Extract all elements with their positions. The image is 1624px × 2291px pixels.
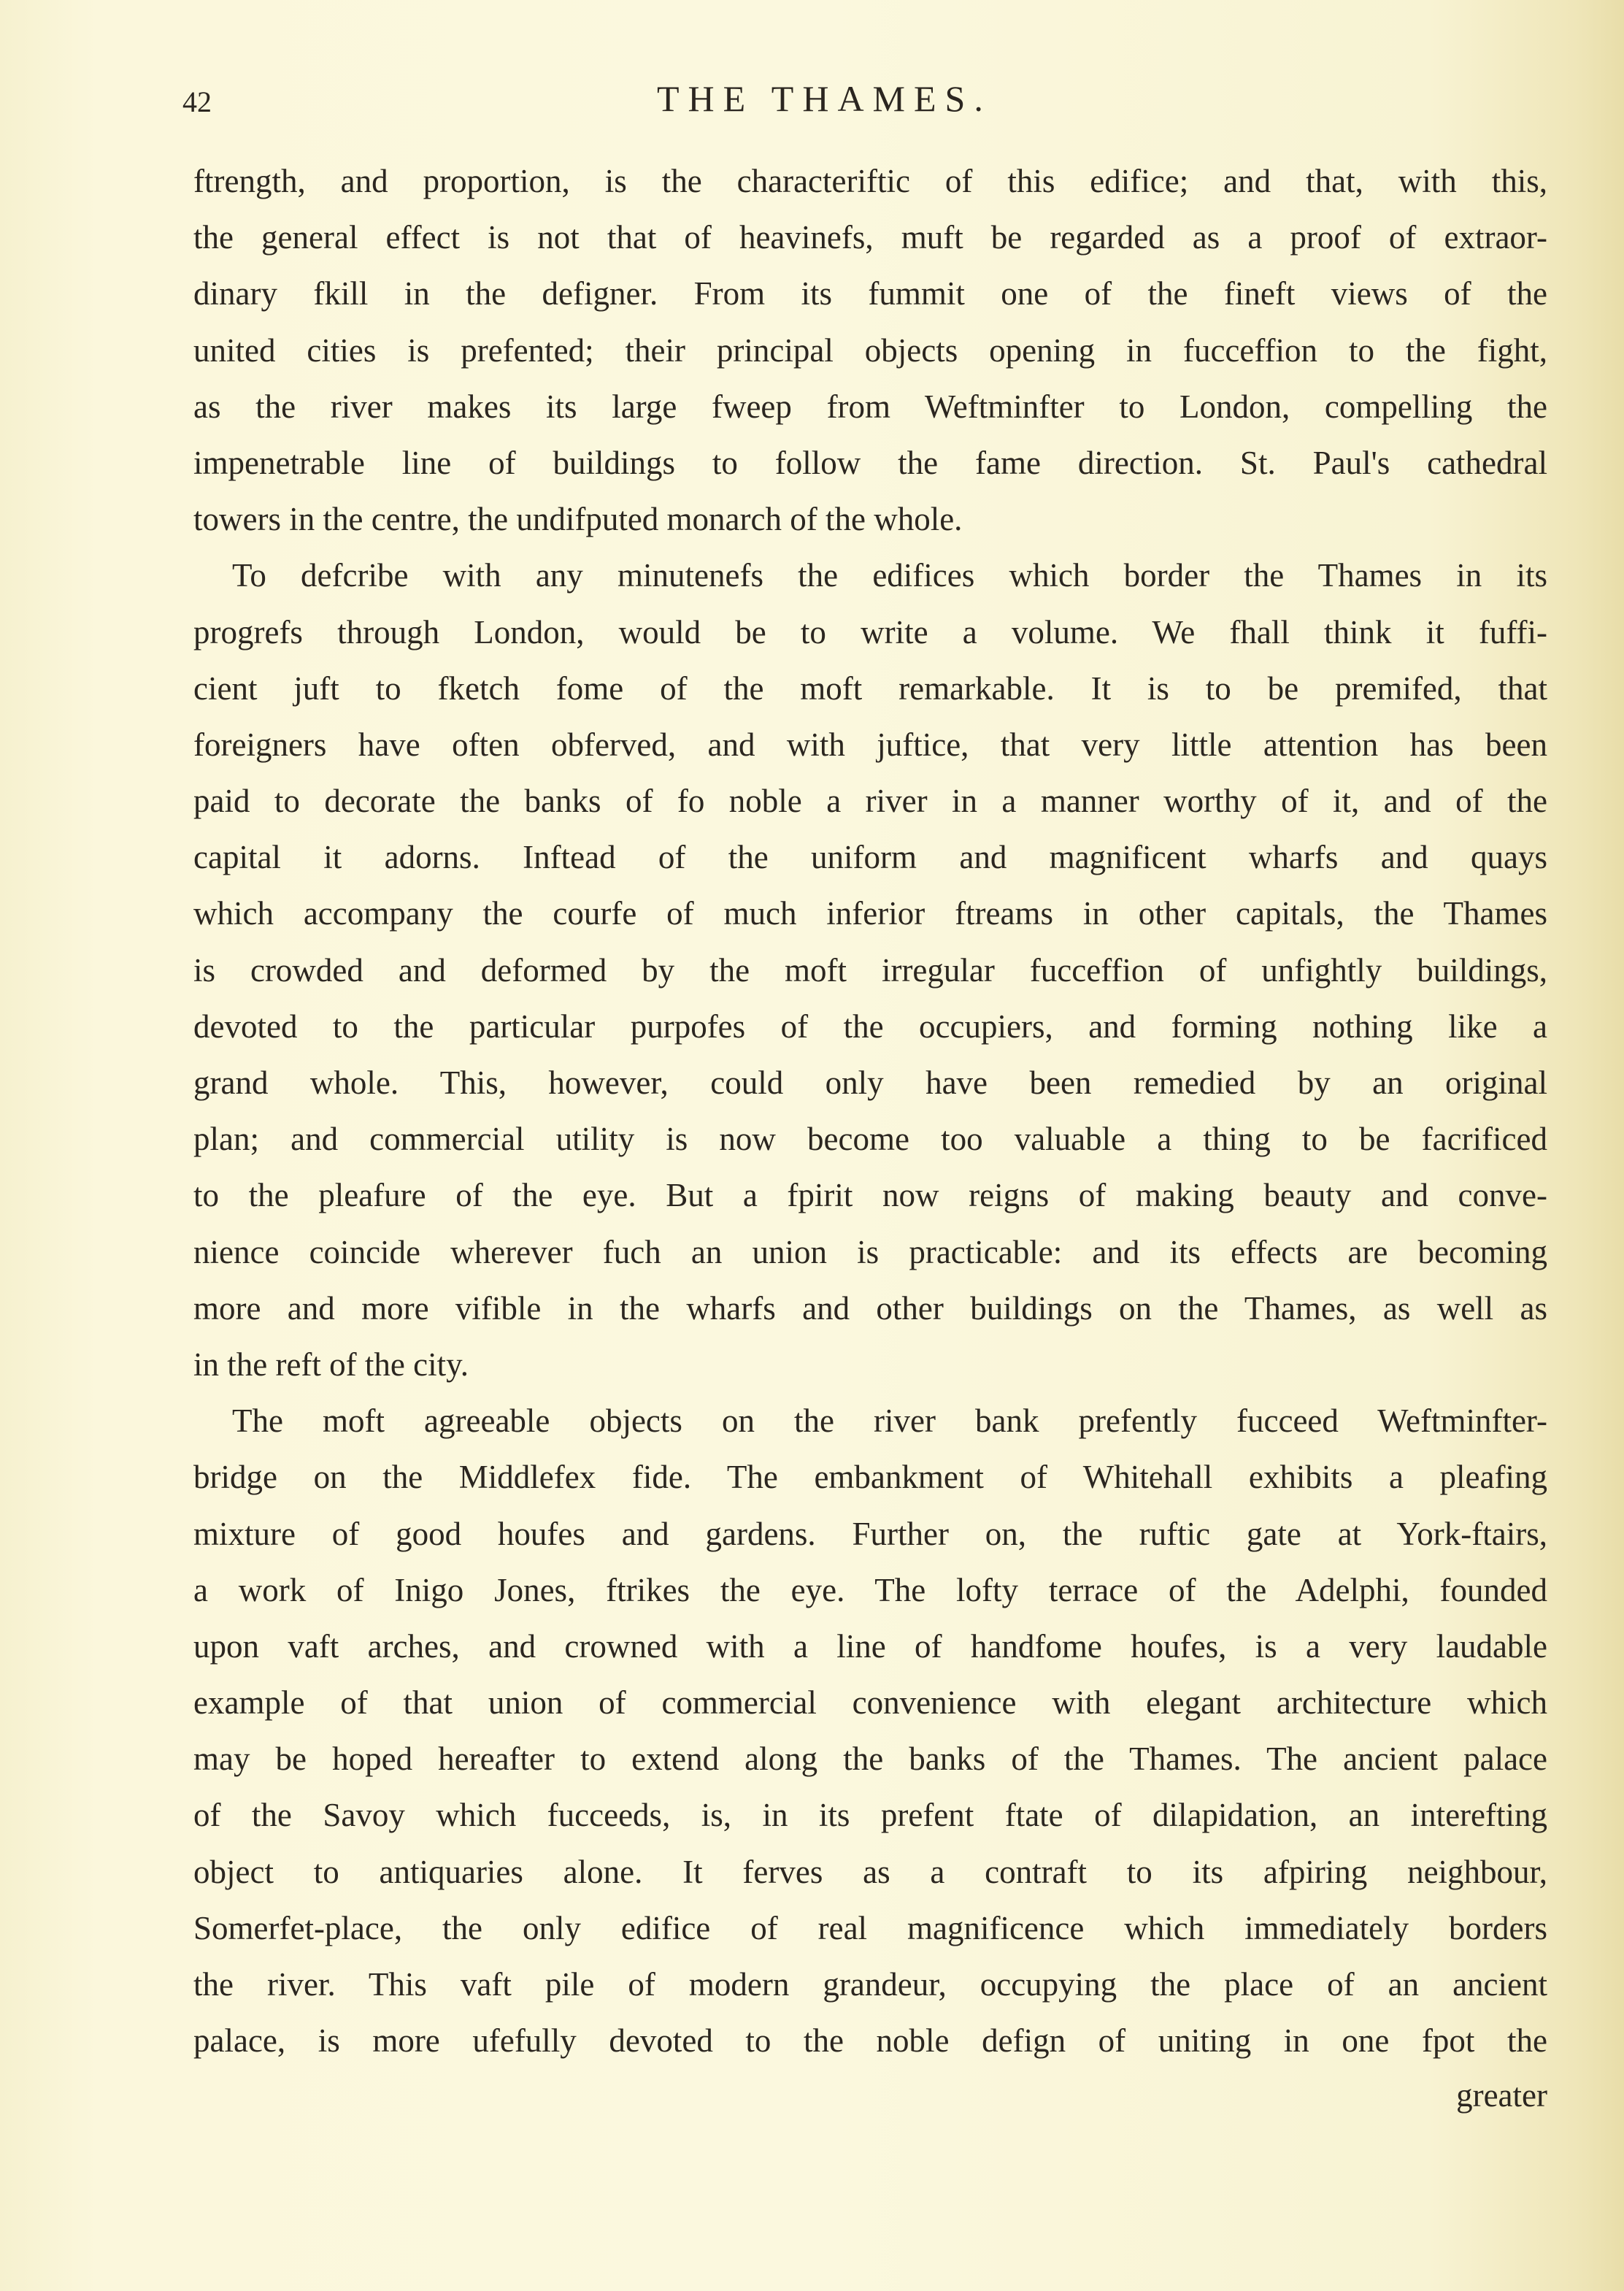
text-line: ftrength, and proportion, is the characteriftic of this edifice; and that, with this, xyxy=(193,163,1547,199)
text-line: united cities is prefented; their principal objects opening in fucceffion to the fight, xyxy=(193,331,1547,369)
running-head xyxy=(0,73,1624,124)
text-line: nience coincide wherever fuch an union is practicable: and its effects are becoming xyxy=(193,1233,1547,1270)
text-line: palace, is more ufefully devoted to the noble defign of uniting in one fpot the xyxy=(193,2022,1547,2060)
text-line: the river. This vaft pile of modern grandeur, occupying the place of an ancient xyxy=(193,1966,1547,2003)
text-line: devoted to the particular purpofes of the occupiers, and forming nothing like a xyxy=(193,1008,1547,1045)
text-line: in the reft of the city. xyxy=(193,1346,469,1383)
text-line: as the river makes its large fweep from Weftminfter to London, compelling the xyxy=(193,388,1547,425)
text-line: capital it adorns. Inftead of the uniform and magnificent wharfs and quays xyxy=(193,839,1547,876)
text-line: more and more vifible in the wharfs and other buildings on the Thames, as well as xyxy=(193,1289,1547,1327)
page-number: 42 xyxy=(182,85,212,118)
catchword: greater xyxy=(1456,2077,1547,2114)
text-line: which accompany the courfe of much inferior ftreams in other capitals, the Thames xyxy=(193,895,1547,932)
text-line: cient juft to fketch fome of the moft remarkable. It is to be premifed, that xyxy=(193,669,1547,707)
running-title: THE THAMES. xyxy=(657,78,992,119)
text-line: progrefs through London, would be to write a volume. We fhall think it fuffi- xyxy=(193,613,1547,651)
text-line: object to antiquaries alone. It ferves as a contraft to its afpiring neighbour, xyxy=(193,1853,1547,1890)
text-line: grand whole. This, however, could only have been remedied by an original xyxy=(193,1064,1547,1101)
text-line: dinary fkill in the defigner. From its fummit one of the fineft views of the xyxy=(193,275,1547,312)
text-line: of the Savoy which fucceeds, is, in its prefent ftate of dilapidation, an interefting xyxy=(193,1797,1547,1834)
text-line: upon vaft arches, and crowned with a line of handfome houfes, is a very laudable xyxy=(193,1627,1547,1665)
text-line: Somerfet-place, the only edifice of real magnificence which immediately borders xyxy=(193,1909,1547,1946)
text-line: paid to decorate the banks of fo noble a river in a manner worthy of it, and of the xyxy=(193,783,1547,820)
text-line: To defcribe with any minutenefs the edifices which border the Thames in its xyxy=(232,557,1547,594)
text-line: mixture of good houfes and gardens. Further on, the ruftic gate at York-ftairs, xyxy=(193,1515,1547,1552)
text-line: the general effect is not that of heavinefs, muft be regarded as a proof of extraor- xyxy=(193,219,1547,256)
text-line: bridge on the Middlefex fide. The embankment of Whitehall exhibits a pleafing xyxy=(193,1459,1547,1496)
text-line: example of that union of commercial convenience with elegant architecture which xyxy=(193,1684,1547,1722)
text-line: to the pleafure of the eye. But a fpirit now reigns of making beauty and conve- xyxy=(193,1177,1547,1214)
text-line: is crowded and deformed by the moft irregular fucceffion of unfightly buildings, xyxy=(193,951,1547,989)
text-line: towers in the centre, the undifputed monarch of the whole. xyxy=(193,501,963,538)
text-line: foreigners have often obferved, and with juftice, that very little attention has been xyxy=(193,726,1547,763)
text-line: plan; and commercial utility is now become too valuable a thing to be facrificed xyxy=(193,1121,1547,1158)
body-text xyxy=(193,153,1547,2069)
text-line: may be hoped hereafter to extend along the banks of the Thames. The ancient palace xyxy=(193,1741,1547,1778)
text-line: The moft agreeable objects on the river bank prefently fucceed Weftminfter- xyxy=(232,1402,1547,1440)
text-line: impenetrable line of buildings to follow the fame direction. St. Paul's cathedral xyxy=(193,444,1547,481)
text-line: a work of Inigo Jones, ftrikes the eye. The lofty terrace of the Adelphi, founded xyxy=(193,1571,1547,1608)
